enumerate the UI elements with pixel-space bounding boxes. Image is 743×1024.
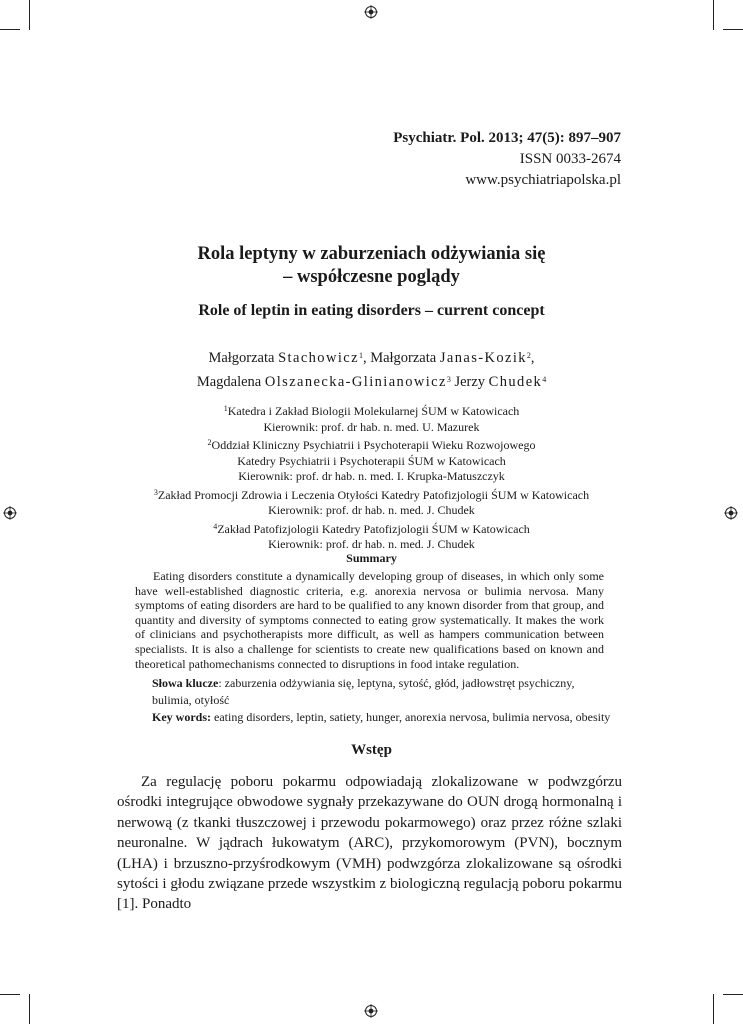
- affiliation-text: Zakład Patofizjologii Katedry Patofizjologii ŚUM w Katowicach: [217, 521, 530, 536]
- affiliation-text: Zakład Promocji Zdrowia i Leczenia Otyłości Katedry Patofizjologii ŚUM w Katowicach: [157, 487, 590, 502]
- affiliation-text: Kierownik: prof. dr hab. n. med. J. Chudek: [268, 537, 475, 551]
- affiliation-text: Kierownik: prof. dr hab. n. med. J. Chudek: [268, 503, 475, 517]
- affiliation-text: Katedry Psychiatrii i Psychoterapii ŚUM w Katowicach: [237, 453, 506, 468]
- author-separator: ,: [530, 350, 535, 366]
- author-affiliation-ref: 3: [446, 375, 451, 384]
- keywords-pl-text: : zaburzenia odżywiania się, leptyna, sytość, głód, jadłowstręt psychiczny,: [218, 676, 575, 690]
- keywords-pl-line: [152, 675, 622, 692]
- affiliation-text: Katedra i Zakład Biologii Molekularnej ŚUM w Katowicach: [227, 404, 520, 418]
- author-last-name: Chudek: [488, 374, 543, 390]
- affiliation-line: [0, 469, 743, 485]
- author-last-name: Stachowicz: [278, 350, 359, 366]
- author-affiliation-ref: 4: [542, 375, 547, 384]
- affiliation-text: Kierownik: prof. dr hab. n. med. I. Krupka-Matuszczyk: [238, 469, 505, 483]
- registration-mark-icon: [364, 1004, 378, 1018]
- author-first-name: Małgorzata: [208, 350, 279, 366]
- crop-mark: [0, 29, 20, 30]
- journal-header: [393, 128, 621, 191]
- keywords-en-label: Key words:: [152, 710, 211, 724]
- crop-mark: [29, 994, 30, 1024]
- affiliations: [0, 401, 743, 553]
- keywords-pl-label: Słowa klucze: [152, 676, 219, 690]
- summary-text: Eating disorders constitute a dynamically developing group of diseases, in which only some have well-established diagnostic criteria, e.g. anorexia nervosa or bulimia nervosa. Many symptoms of eating disorders are hard to be qualified to any known disorder from that group, and quantity and diversity of symptoms connected to eating grow systematically. It makes the work of clinicians and psychotherapists more difficult, as well as hampers communication between specialists. It is also a challenge for scientists to create new qualifications based on known and theoretical pathomechanisms connected to disruptions in food intake regulation.: [135, 569, 604, 671]
- keywords-en-text: eating disorders, leptin, satiety, hunger, anorexia nervosa, bulimia nervosa, obesity: [211, 710, 611, 724]
- affiliation-text: Oddział Kliniczny Psychiatrii i Psychoterapii Wieku Rozwojowego: [211, 438, 536, 452]
- author-list: [0, 345, 743, 393]
- article-title: [0, 243, 743, 289]
- affiliation-line: [0, 435, 743, 454]
- title-line: – współczesne poglądy: [283, 267, 460, 287]
- affiliation-number: 3: [153, 487, 158, 497]
- author-first-name: Jerzy: [454, 374, 489, 390]
- affiliation-line: [0, 420, 743, 436]
- keywords-block: [152, 675, 622, 726]
- crop-mark: [29, 0, 30, 30]
- crop-mark: [0, 994, 20, 995]
- summary-heading: Summary: [346, 551, 397, 565]
- affiliation-text: Kierownik: prof. dr hab. n. med. U. Mazurek: [263, 419, 480, 434]
- registration-mark-icon: [364, 5, 378, 19]
- affiliation-number: 4: [213, 521, 218, 531]
- journal-issn: ISSN 0033-2674: [519, 151, 621, 167]
- author-affiliation-ref: 2: [526, 351, 531, 360]
- author-first-name: Magdalena: [196, 374, 265, 390]
- author-affiliation-ref: 1: [358, 351, 363, 360]
- affiliation-number: 2: [207, 438, 212, 447]
- journal-citation: Psychiatr. Pol. 2013; 47(5): 897–907: [393, 130, 621, 146]
- crop-mark: [713, 994, 714, 1024]
- affiliation-line: [0, 454, 743, 470]
- journal-url[interactable]: www.psychiatriapolska.pl: [465, 172, 621, 188]
- affiliation-number: 1: [223, 404, 228, 413]
- section-heading: Wstęp: [351, 742, 392, 758]
- crop-mark: [723, 994, 743, 995]
- author-first-name: Małgorzata: [370, 350, 440, 366]
- author-line: [0, 369, 743, 393]
- keywords-en-line: [152, 709, 622, 726]
- author-last-name: Olszanecka-Glinianowicz: [264, 374, 447, 390]
- affiliation-line: [0, 401, 743, 420]
- author-line: [0, 345, 743, 369]
- affiliation-line: [0, 519, 743, 538]
- title-line: Rola leptyny w zaburzeniach odżywiania się: [197, 244, 546, 264]
- affiliation-line: [0, 503, 743, 519]
- author-separator: ,: [362, 350, 371, 366]
- keywords-pl-continuation: bulimia, otyłość: [152, 693, 230, 707]
- author-last-name: Janas-Kozik: [439, 350, 527, 366]
- body-paragraph: Za regulację poboru pokarmu odpowiadają zlokalizowane w podwzgórzu ośrodki integrujące obwodowe sygnały przekazywane do OUN drogą hormonalną i nerwową (z tkanki tłuszczowej i przewodu pokarmowego) oraz przez różne szlaki neuronalne. W jądrach łukowatym (ARC), przykomorowym (PVN), bocznym (LHA) i brzuszno-przyśrodkowym (VMH) podwzgórza zlokalizowane są ośrodki sytości i głodu związane przede wszystkim z biologiczną regulacją poboru pokarmu [1]. Ponadto: [117, 774, 622, 913]
- crop-mark: [713, 0, 714, 30]
- crop-mark: [723, 29, 743, 30]
- article-subtitle: Role of leptin in eating disorders – current concept: [198, 302, 545, 319]
- affiliation-line: [0, 485, 743, 504]
